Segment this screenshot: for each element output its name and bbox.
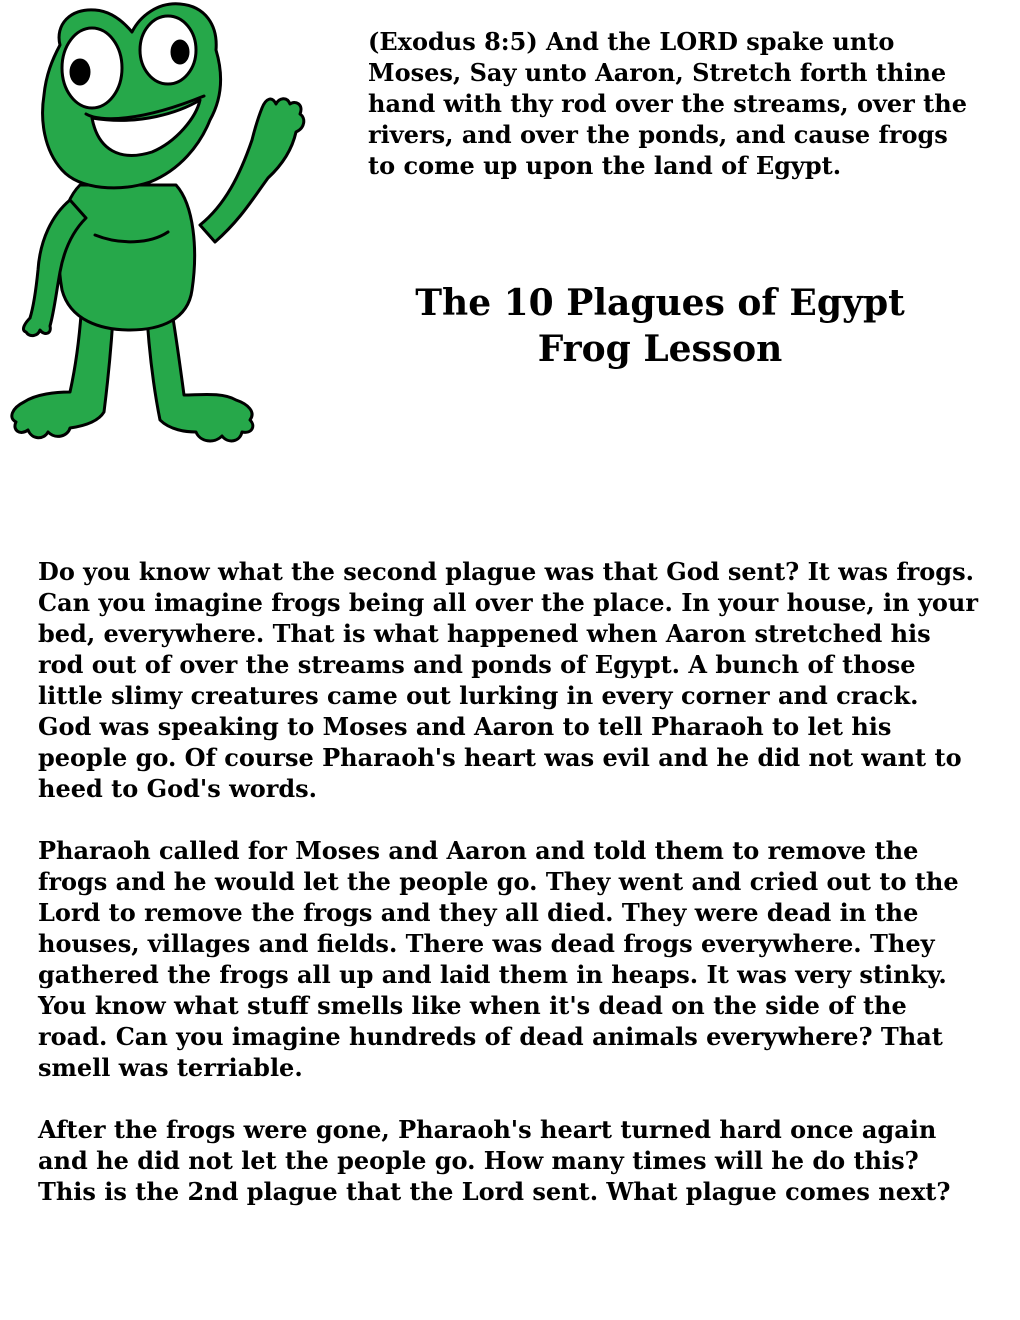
paragraph-1: Do you know what the second plague was that God sent? It was frogs. Can you imagine frogs being all over the place. In your house, in your bed, everywhere. That is what happened when Aaron stretched his rod out of over the streams and ponds of Egypt. A bunch of those little slimy creatures came out lurking in every corner and crack. God was speaking to Moses and Aaron to tell Pharaoh to let his people go. Of course Pharaoh's heart was evil and he did not want to heed to God's words. [38, 557, 978, 803]
frog-icon [0, 0, 310, 460]
title-line-2: Frog Lesson [537, 328, 783, 370]
lesson-body [38, 556, 1008, 1238]
title-line-1: The 10 Plagues of Egypt [415, 282, 905, 324]
frog-illustration [0, 0, 310, 460]
paragraph-2: Pharaoh called for Moses and Aaron and told them to remove the frogs and he would let the people go. They went and cried out to the Lord to remove the frogs and they all died. They were dead in the houses, villages and fields. There was dead frogs everywhere. They gathered the frogs all up and laid them in heaps. It was very stinky. You know what stuff smells like when it's dead on the side of the road. Can you imagine hundreds of dead animals everywhere? That smell was terriable. [38, 836, 959, 1082]
paragraph-3: After the frogs were gone, Pharaoh's heart turned hard once again and he did not let the people go. How many times will he do this? This is the 2nd plague that the Lord sent. What plague comes next? [38, 1115, 951, 1206]
scripture-verse: (Exodus 8:5) And the LORD spake unto Moses, Say unto Aaron, Stretch forth thine hand with thy rod over the streams, over the rivers, and over the ponds, and cause frogs to come up upon the land of Egypt. [368, 27, 967, 180]
page-title [330, 280, 990, 372]
